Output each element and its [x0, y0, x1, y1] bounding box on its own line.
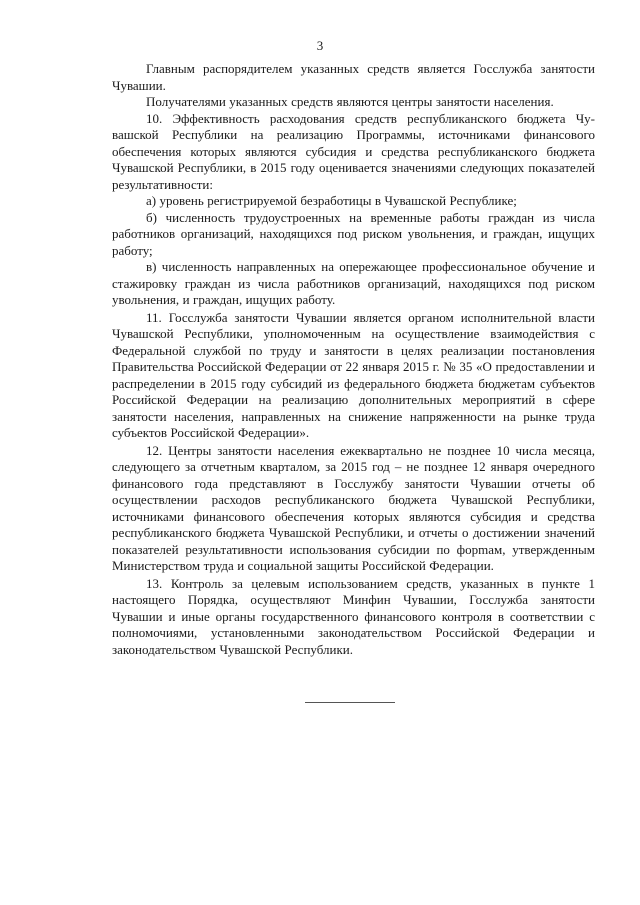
- paragraph-item-12: 12. Центры занятости населения ежеквартально не позднее 10 числа месяца, следующего за отчетным кварталом, за 2015 год – не позднее 12 января очередного финансового года представляют в Госслужбу занятости Чувашии отчеты об осуществлении расходов республиканского бюджета Чувашской Республики, источниками финансового обеспечения которых являются субсидия и средства республиканского бюджета Чувашской Республики, и отчеты о достижении значений показателей результативности использования субсидии по форmам, утвержденным Министерством труда и социальной защиты Российской Федерации.: [112, 442, 595, 573]
- paragraph-item-10-b: б) численность трудоустроенных на временные работы граждан из числа работников организаций, находящихся под риском увольнения, и граждан, ищущих работу;: [112, 209, 595, 258]
- paragraph-chief-manager: Главным распорядителем указанных средств является Госслужба занятости Чувашии.: [112, 61, 595, 93]
- paragraph-item-11: 11. Госслужба занятости Чувашии является органом исполнительной власти Чувашской Республики, уполномоченным на осуществление взаимодействия с Федеральной службой по труду и занятости в целях реализации постановления Правительства Российской Федерации от 22 января 2015 г. № 35 «О предоставлении и распределении в 2015 году субсидий из федерального бюджета бюджетам субъектов Российской Федерации на реализацию дополнительных мероприятий в сфере занятости населения, направленных на снижение напряженности на рынке труда субъектов Российской Федерации».: [112, 309, 595, 440]
- end-of-document-rule: [305, 702, 395, 703]
- document-body: [112, 61, 595, 658]
- paragraph-item-10-a: а) уровень регистрируемой безработицы в Чувашской Республике;: [146, 193, 517, 208]
- paragraph-recipients: Получателями указанных средств являются центры занятости населения.: [146, 94, 554, 109]
- page-number: 3: [316, 38, 324, 53]
- paragraph-item-10-c: в) численность направленных на опережающее профессиональное обучение и стажировку граждан из числа работников организаций, находящихся под риском увольнения, и граждан, ищущих работу.: [112, 259, 595, 307]
- paragraph-item-10: 10. Эффективность расходования средств республиканского бюджета Чувашской Республики на реализацию Программы, источниками финансового обеспечения которых являются субсидия и средства республиканского бюджета Чувашской Республики, в 2015 году оценивается значениями следующих показателей результативности:: [112, 110, 595, 192]
- paragraph-item-13: 13. Контроль за целевым использованием средств, указанных в пункте 1 настоящего Порядка, осуществляют Минфин Чувашии, Госслужба занятости Чувашии и иные органы государственного финансового контроля в соответствии с полномочиями, установленными законодательством Российской Федерации и законодательством Чувашской Республики.: [112, 575, 595, 657]
